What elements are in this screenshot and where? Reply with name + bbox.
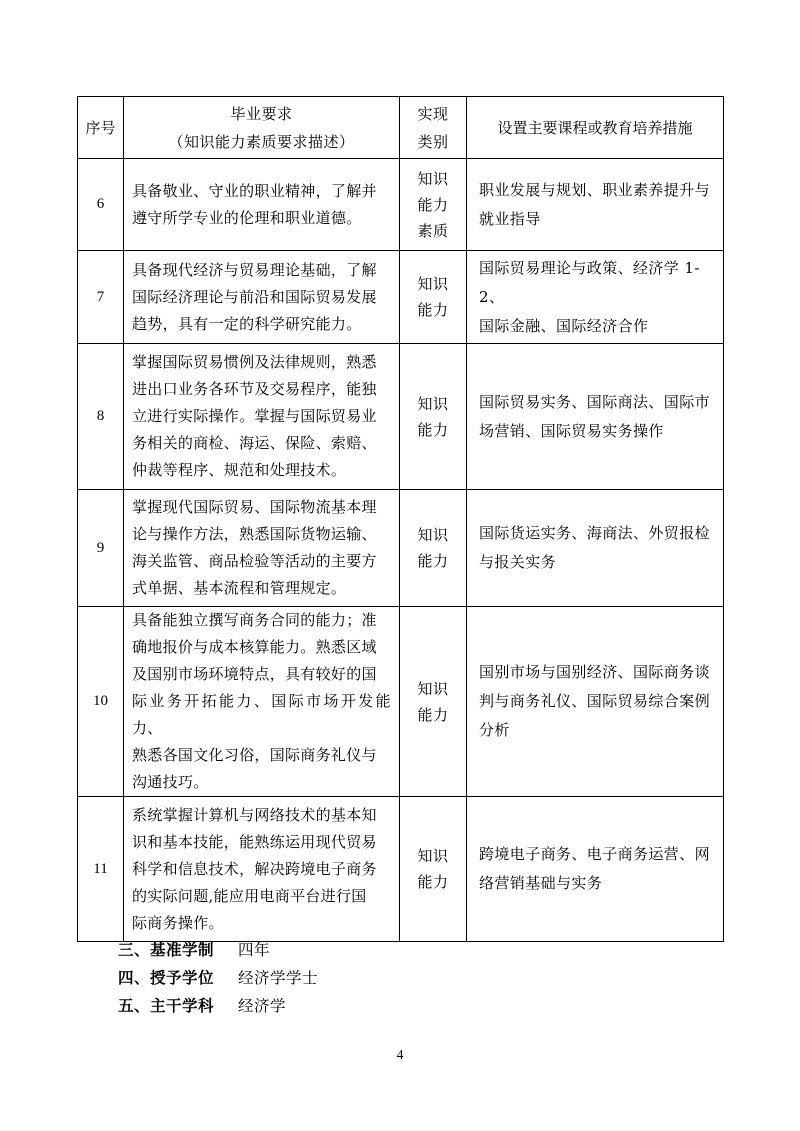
table-row [78, 159, 724, 251]
requirement-cell-line: 际业务开拓能力、国际市场开发能力、 [132, 692, 391, 737]
requirement-cell-line: 熟悉各国文化习俗，国际商务礼仪与 [132, 746, 377, 764]
type-cell-line: 能力 [417, 420, 449, 439]
table-row [78, 344, 724, 490]
header-requirement-title: 毕业要求 [230, 104, 293, 123]
table-row [78, 797, 724, 942]
requirement-cell [124, 490, 400, 607]
row-number: 8 [78, 344, 124, 490]
type-cell-line: 能力 [417, 301, 449, 319]
requirement-cell-line: 进出口业务各环节及交易程序，能独 [132, 380, 377, 398]
type-cell [400, 607, 467, 797]
header-requirement [124, 97, 400, 159]
type-cell-line: 能力 [417, 705, 449, 724]
table-row [78, 490, 724, 607]
courses-cell-line: 职业发展与规划、职业素养提升与 [479, 180, 711, 199]
courses-cell [467, 607, 724, 797]
requirement-cell-line: 具备现代经济与贸易理论基础，了解 [132, 260, 377, 279]
courses-cell [467, 251, 724, 344]
requirement-cell [124, 159, 400, 251]
type-cell [400, 251, 467, 344]
requirement-cell [124, 607, 400, 797]
row-number: 11 [78, 797, 124, 942]
discipline-label: 五、主干学科 [118, 997, 215, 1015]
requirement-cell-line: 海关监管、商品检验等活动的主要方 [132, 552, 377, 570]
type-cell-line: 知识 [417, 526, 449, 544]
header-type [400, 97, 467, 159]
courses-cell-line: 国际贸易实务、国际商法、国际市 [479, 392, 711, 411]
type-cell-line: 能力 [417, 873, 449, 891]
duration-row [118, 936, 318, 964]
table-row [78, 607, 724, 797]
courses-cell-line: 国际金融、国际经济合作 [479, 316, 649, 335]
courses-cell [467, 159, 724, 251]
graduation-requirements-table [77, 96, 724, 942]
type-cell-line: 能力 [417, 552, 449, 570]
courses-cell-line: 络营销基础与实务 [479, 874, 603, 892]
courses-cell-line: 国别市场与国别经济、国际商务谈 [479, 663, 711, 681]
type-cell-line: 能力 [417, 195, 449, 214]
requirement-cell-line: 仲裁等程序、规范和处理技术。 [132, 461, 347, 479]
requirement-cell-line: 务相关的商检、海运、保险、索赔、 [132, 434, 377, 452]
requirement-cell-line: 际商务操作。 [132, 913, 224, 932]
requirement-cell-line: 掌握现代国际贸易、国际物流基本理 [132, 498, 377, 516]
courses-cell-line: 就业指导 [479, 209, 541, 228]
degree-label: 四、授予学位 [118, 969, 215, 987]
type-cell-line: 知识 [417, 394, 449, 413]
header-type-line: 实现 [417, 104, 449, 123]
courses-cell-line: 国际货运实务、海商法、外贸报检 [479, 524, 711, 542]
requirement-cell-line: 及国别市场环境特点，具有较好的国 [132, 665, 377, 683]
requirement-cell-line: 具备敬业、守业的职业精神，了解并 [132, 181, 377, 200]
courses-cell [467, 490, 724, 607]
requirement-cell-line: 趋势，具有一定的科学研究能力。 [132, 314, 362, 333]
type-cell [400, 797, 467, 942]
discipline-value: 经济学 [238, 997, 287, 1015]
type-cell-line: 知识 [417, 679, 449, 698]
requirement-cell-line: 具备能独立撰写商务合同的能力；准 [132, 611, 377, 629]
type-cell-line: 知识 [417, 275, 449, 293]
type-cell-line: 知识 [417, 169, 449, 188]
courses-cell-line: 判与商务礼仪、国际贸易综合案例 [479, 692, 711, 710]
type-cell [400, 159, 467, 251]
courses-cell-line: 与报关实务 [479, 553, 557, 571]
header-requirement-subtitle: （知识能力素质要求描述） [168, 132, 355, 151]
requirement-cell-line: 立进行实际操作。掌握与国际贸易业 [132, 407, 377, 425]
requirement-cell-line: 式单据、基本流程和管理规定。 [132, 579, 347, 597]
requirement-cell-line: 识和基本技能，能熟练运用现代贸易 [132, 832, 377, 851]
duration-label: 三、基准学制 [118, 941, 215, 959]
courses-cell-line: 国际贸易理论与政策、经济学 1-2、 [479, 258, 700, 306]
type-cell [400, 490, 467, 607]
degree-row [118, 964, 318, 992]
type-cell-line: 素质 [417, 221, 449, 240]
row-number: 9 [78, 490, 124, 607]
requirement-cell-line: 沟通技巧。 [132, 773, 209, 791]
requirement-cell-line: 论与操作方法，熟悉国际货物运输、 [132, 525, 377, 543]
page-number: 4 [396, 1048, 404, 1063]
courses-cell [467, 344, 724, 490]
header-type-line: 类别 [417, 132, 449, 151]
table-row [78, 251, 724, 344]
requirement-cell-line: 科学和信息技术，解决跨境电子商务 [132, 859, 377, 878]
requirement-cell-line: 掌握国际贸易惯例及法律规则，熟悉 [132, 353, 377, 371]
courses-cell-line: 跨境电子商务、电子商务运营、网 [479, 845, 711, 863]
type-cell-line: 知识 [417, 847, 449, 865]
discipline-row [118, 992, 318, 1020]
table-header-row [78, 97, 724, 159]
requirement-cell-line: 国际经济理论与前沿和国际贸易发展 [132, 287, 377, 306]
duration-value: 四年 [238, 941, 271, 959]
row-number: 7 [78, 251, 124, 344]
requirement-cell-line: 的实际问题,能应用电商平台进行国 [132, 886, 367, 905]
requirement-cell [124, 344, 400, 490]
courses-cell-line: 场营销、国际贸易实务操作 [479, 421, 664, 440]
header-courses: 设置主要课程或教育培养措施 [467, 97, 724, 159]
row-number: 6 [78, 159, 124, 251]
courses-cell-line: 分析 [479, 721, 510, 739]
courses-cell [467, 797, 724, 942]
program-info [118, 936, 318, 1020]
requirement-cell [124, 797, 400, 942]
requirement-cell-line: 遵守所学专业的伦理和职业道德。 [132, 208, 362, 227]
requirement-cell [124, 251, 400, 344]
degree-value: 经济学学士 [238, 969, 319, 987]
header-no: 序号 [78, 97, 124, 159]
requirement-cell-line: 系统掌握计算机与网络技术的基本知 [132, 805, 377, 824]
row-number: 10 [78, 607, 124, 797]
type-cell [400, 344, 467, 490]
requirement-cell-line: 确地报价与成本核算能力。熟悉区域 [132, 638, 377, 656]
